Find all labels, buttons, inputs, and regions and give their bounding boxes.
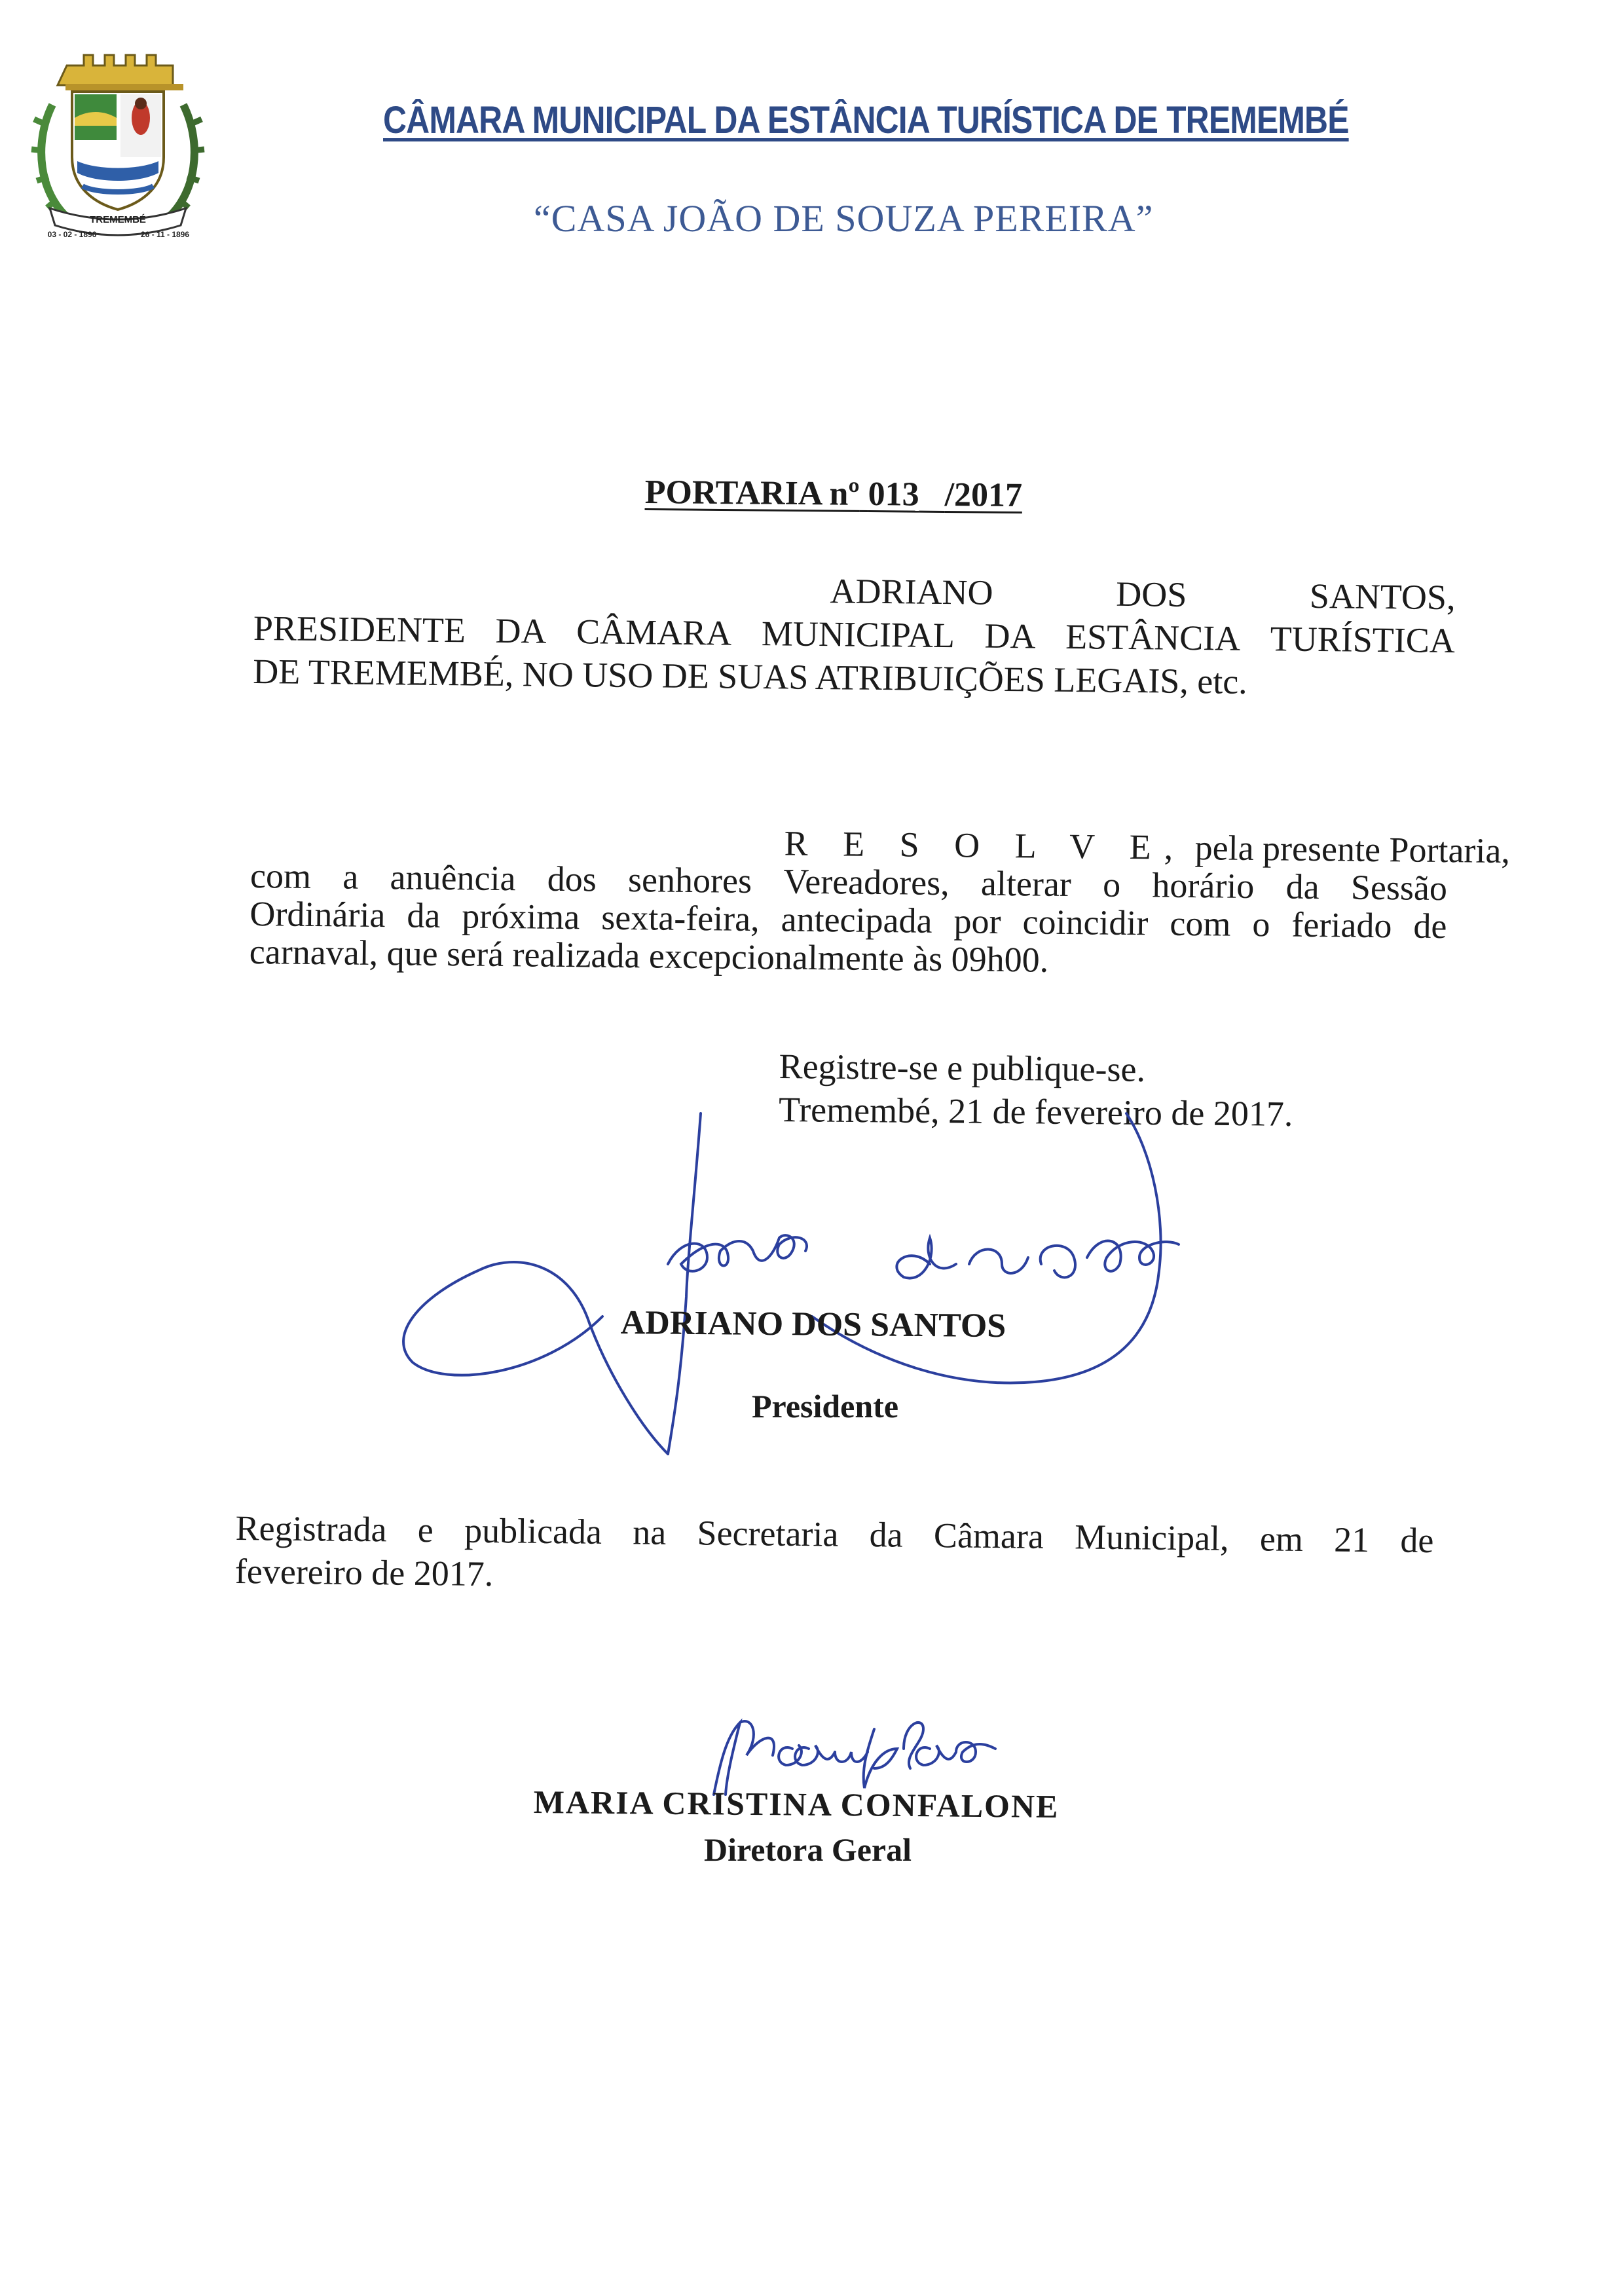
resolution-word: dos [547, 859, 597, 899]
preamble-word: TURÍSTICA [1270, 619, 1456, 661]
resolution-word: com [1170, 903, 1231, 944]
registration-line-2: fevereiro de 2017. [234, 1551, 494, 1594]
resolution-word: sexta-feira, [601, 897, 760, 939]
preamble-word: CÂMARA [576, 612, 732, 653]
preamble-word: SANTOS, [1309, 576, 1456, 618]
closing-date-line: Tremembé, 21 de fevereiro de 2017. [778, 1089, 1293, 1134]
resolution-word: a [342, 857, 359, 897]
president-role: Presidente [752, 1388, 899, 1425]
registration-word: Municipal, [1074, 1517, 1229, 1558]
resolution-line-1-rest: pela presente Portaria, [1194, 828, 1511, 871]
registration-word: e [417, 1510, 434, 1550]
resolution-paragraph [249, 819, 1511, 983]
resolution-word: senhores [627, 860, 752, 901]
resolution-word: Sessão [1350, 867, 1448, 908]
preamble-word: DA [495, 610, 547, 651]
municipal-crest-logo [26, 46, 210, 242]
preamble-line-3: DE TREMEMBÉ, NO USO DE SUAS ATRIBUIÇÕES LEGAIS, etc. [252, 651, 1248, 701]
organization-subtitle: “CASA JOÃO DE SOUZA PEREIRA” [534, 197, 1154, 240]
registration-word: da [869, 1515, 904, 1555]
resolution-word: próxima [462, 896, 580, 937]
portaria-year: /2017 [944, 475, 1023, 515]
closing-publish-line: Registre-se e publique-se. [779, 1046, 1146, 1089]
registration-word: Registrada [235, 1508, 387, 1550]
organization-name: CÂMARA MUNICIPAL DA ESTÂNCIA TURÍSTICA DE TREMEMBÉ [383, 99, 1349, 141]
registration-word: 21 [1333, 1519, 1370, 1560]
resolution-word: por [953, 901, 1001, 942]
preamble-word: ADRIANO [830, 571, 993, 612]
resolution-word: da [407, 895, 441, 936]
resolution-word: anuência [390, 857, 516, 899]
crest-date-left: 03 - 02 - 1896 [47, 230, 97, 239]
resolution-word: feriado [1291, 904, 1392, 946]
resolution-word: o [1252, 904, 1270, 944]
preamble-word: DOS [1115, 574, 1187, 614]
portaria-number: 013 [868, 475, 919, 513]
crest-name-banner: TREMEMBÉ [90, 214, 146, 225]
resolution-word: antecipada [781, 899, 932, 941]
preamble-word: ESTÂNCIA [1065, 616, 1241, 658]
preamble-word: PRESIDENTE [253, 608, 466, 650]
president-name: ADRIANO DOS SANTOS [620, 1304, 1006, 1345]
registration-paragraph [235, 1506, 1434, 1605]
resolution-word: coincidir [1022, 902, 1149, 943]
resolution-word: com [249, 855, 312, 896]
portaria-title-prefix: PORTARIA nº [644, 473, 860, 513]
preamble-word: MUNICIPAL [761, 614, 955, 656]
resolve-keyword: R E S O L V E, [784, 823, 1187, 867]
resolution-line-4: carnaval, que será realizada excepcionalmente às 09h00. [249, 931, 1049, 980]
resolution-word: da [1285, 867, 1320, 907]
resolution-word: alterar [980, 863, 1072, 904]
registration-word: Secretaria [697, 1513, 839, 1554]
resolution-word: de [1413, 906, 1447, 946]
registration-word: de [1400, 1520, 1434, 1561]
preamble-line-1 [830, 569, 1456, 619]
registration-word: em [1259, 1519, 1304, 1559]
preamble-word: DA [984, 616, 1036, 656]
registration-word: na [633, 1512, 667, 1552]
resolution-word: horário [1152, 865, 1255, 906]
preamble-paragraph [253, 563, 1456, 705]
director-name: MARIA CRISTINA CONFALONE [533, 1783, 1060, 1825]
resolution-word: Vereadores, [783, 861, 950, 903]
registration-word: publicada [464, 1510, 602, 1552]
crest-date-right: 26 - 11 - 1896 [140, 230, 190, 239]
portaria-title [644, 473, 1022, 515]
resolution-word: Ordinária [249, 893, 386, 935]
registration-word: Câmara [933, 1516, 1044, 1556]
resolution-word: o [1102, 865, 1121, 904]
director-role: Diretora Geral [704, 1831, 912, 1868]
